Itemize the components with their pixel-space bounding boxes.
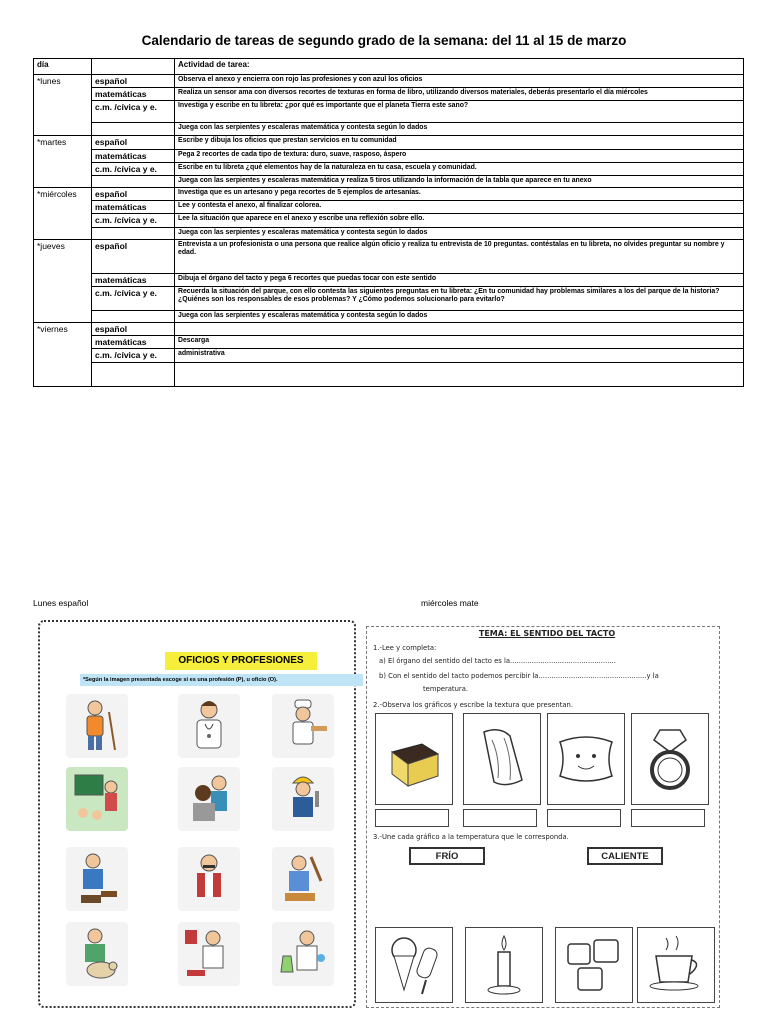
- header-day: día: [34, 59, 92, 75]
- subject-cell: español: [92, 322, 175, 335]
- task-cell: Recuerda la situación del parque, con ello contesta las siguientes preguntas en tu libreta: ¿En tu comunidad hay problemas similares a los del parque de la historia? ¿Quiénes son los responsables de esos problemas? Y ¿Cómo podemos solucionarlo para evitarlo?: [175, 286, 744, 310]
- subject-cell: c.m. /cívica y e.: [92, 162, 175, 175]
- table-row: [34, 101, 744, 123]
- hairdresser-picture: [178, 767, 240, 831]
- subject-cell: c.m. /cívica y e.: [92, 101, 175, 123]
- teacher-picture: [66, 767, 128, 831]
- subject-cell: matemáticas: [92, 88, 175, 101]
- table-row: [34, 149, 744, 162]
- pillow-picture: [547, 713, 625, 805]
- subject-cell: español: [92, 239, 175, 273]
- question-1b-continued: temperatura.: [423, 685, 469, 693]
- subject-cell: matemáticas: [92, 273, 175, 286]
- day-cell: *lunes: [34, 75, 92, 136]
- painter-picture: [272, 847, 334, 911]
- question-1b: b) Con el sentido del tacto podemos percibir la..................................................y la: [379, 672, 659, 680]
- texture-answer-2[interactable]: [463, 809, 537, 827]
- task-cell: Pega 2 recortes de cada tipo de textura: duro, suave, rasposo, áspero: [175, 149, 744, 162]
- sponge-picture: [375, 713, 453, 805]
- task-cell: [175, 322, 744, 335]
- hot-label-box: CALIENTE: [587, 847, 663, 865]
- day-cell: *miércoles: [34, 187, 92, 239]
- shoemaker-picture: [66, 847, 128, 911]
- header-activity: Actividad de tarea:: [175, 59, 744, 75]
- worksheet-sentido-tacto: [366, 626, 720, 1008]
- street-sweeper-picture: [66, 694, 128, 758]
- task-cell: Escribe y dibuja los oficios que prestan servicios en tu comunidad: [175, 136, 744, 149]
- task-cell: Juega con las serpientes y escaleras matemática y contesta según lo dados: [175, 227, 744, 239]
- cold-label-box: FRÍO: [409, 847, 485, 865]
- task-cell: Lee la situación que aparece en el anexo y escribe una reflexión sobre ello.: [175, 214, 744, 227]
- texture-answer-1[interactable]: [375, 809, 449, 827]
- day-cell: *martes: [34, 136, 92, 188]
- subject-cell: c.m. /cívica y e.: [92, 214, 175, 227]
- worksheet-oficios: [38, 620, 356, 1008]
- subject-cell: español: [92, 187, 175, 200]
- subject-cell: [92, 123, 175, 136]
- table-row: [34, 136, 744, 149]
- day-cell: *jueves: [34, 239, 92, 322]
- table-row: [34, 214, 744, 227]
- subject-cell: c.m. /cívica y e.: [92, 349, 175, 363]
- texture-answer-4[interactable]: [631, 809, 705, 827]
- subject-cell: matemáticas: [92, 201, 175, 214]
- task-cell: Escribe en tu libreta ¿qué elementos hay de la naturaleza en tu casa, escuela y comunidad.: [175, 162, 744, 175]
- task-cell: Juega con las serpientes y escaleras matemática y contesta según lo dados: [175, 310, 744, 322]
- homework-schedule-table: [33, 58, 744, 387]
- task-cell: Juega con las serpientes y escaleras matemática y realiza 5 tiros utilizando la información de la tabla que aparece en tu anexo: [175, 175, 744, 187]
- subject-cell: [92, 175, 175, 187]
- table-row: [34, 322, 744, 335]
- table-row: [34, 273, 744, 286]
- task-cell: Observa el anexo y encierra con rojo las profesiones y con azul los oficios: [175, 75, 744, 88]
- table-row: [34, 310, 744, 322]
- task-cell: Lee y contesta el anexo, al finalizar colorea.: [175, 201, 744, 214]
- subject-cell: español: [92, 136, 175, 149]
- task-cell: Juega con las serpientes y escaleras matemática y contesta según lo dados: [175, 123, 744, 136]
- subject-cell: matemáticas: [92, 149, 175, 162]
- subject-cell: [92, 310, 175, 322]
- task-cell: Investiga que es un artesano y pega recortes de 5 ejemplos de artesanías.: [175, 187, 744, 200]
- question-1a: a) El órgano del sentido del tacto es la.................................................: [379, 657, 616, 665]
- table-row: [34, 187, 744, 200]
- fabric-picture: [463, 713, 541, 805]
- dentist-picture: [178, 847, 240, 911]
- caption-left: Lunes español: [33, 598, 89, 608]
- baker-picture: [272, 694, 334, 758]
- day-cell: *viernes: [34, 322, 92, 386]
- task-cell: Realiza un sensor ama con diversos recortes de texturas en forma de libro, utilizando diversos materiales, deberás presentarlo el día miércoles: [175, 88, 744, 101]
- header-empty: [92, 59, 175, 75]
- subject-cell: español: [92, 75, 175, 88]
- question-3: 3.-Une cada gráfico a la temperatura que le corresponda.: [373, 833, 569, 841]
- ice-cubes-picture: [555, 927, 633, 1003]
- doctor-picture: [178, 694, 240, 758]
- task-cell: administrativa: [175, 349, 744, 363]
- table-row: [34, 175, 744, 187]
- table-row: [34, 227, 744, 239]
- question-2: 2.-Observa los gráficos y escribe la textura que presentan.: [373, 701, 574, 709]
- subject-cell: c.m. /cívica y e.: [92, 286, 175, 310]
- ring-picture: [631, 713, 709, 805]
- task-cell: Entrevista a un profesionista o una persona que realice algún oficio y realiza tu entrevista de 10 preguntas. contéstalas en tu libreta, no olvides preguntar su nombre y edad.: [175, 239, 744, 273]
- subject-cell: [92, 227, 175, 239]
- scientist-picture: [272, 922, 334, 986]
- table-row: [34, 239, 744, 273]
- page-title: Calendario de tareas de segundo grado de la semana: del 11 al 15 de marzo: [141, 33, 627, 48]
- table-row: [34, 162, 744, 175]
- task-cell: Descarga: [175, 335, 744, 348]
- table-row: [34, 123, 744, 136]
- task-cell: Investiga y escribe en tu libreta: ¿por qué es importante que el planeta Tierra este sano?: [175, 101, 744, 123]
- table-row: [34, 201, 744, 214]
- texture-answer-3[interactable]: [547, 809, 621, 827]
- table-header-row: [34, 59, 744, 75]
- question-1: 1.-Lee y completa:: [373, 644, 437, 652]
- worksheet2-title: TEMA: EL SENTIDO DEL TACTO: [478, 629, 616, 638]
- table-row: [34, 286, 744, 310]
- subject-cell: matemáticas: [92, 335, 175, 348]
- butcher-picture: [178, 922, 240, 986]
- schedule-body: [34, 75, 744, 387]
- worksheet1-instruction: *Según la imagen presentada escoge si es una profesión (P), u oficio (O).: [80, 674, 363, 686]
- task-cell: Dibuja el órgano del tacto y pega 6 recortes que puedas tocar con este sentido: [175, 273, 744, 286]
- caption-right: miércoles mate: [421, 598, 479, 608]
- veterinarian-picture: [66, 922, 128, 986]
- hot-cup-picture: [637, 927, 715, 1003]
- worksheet1-title: OFICIOS Y PROFESIONES: [165, 652, 317, 670]
- ice-cream-picture: [375, 927, 453, 1003]
- table-row: [34, 75, 744, 88]
- subject-cell: [92, 363, 175, 387]
- builder-picture: [272, 767, 334, 831]
- table-row: [34, 363, 744, 387]
- table-row: [34, 335, 744, 348]
- task-cell: [175, 363, 744, 387]
- candle-picture: [465, 927, 543, 1003]
- table-row: [34, 88, 744, 101]
- table-row: [34, 349, 744, 363]
